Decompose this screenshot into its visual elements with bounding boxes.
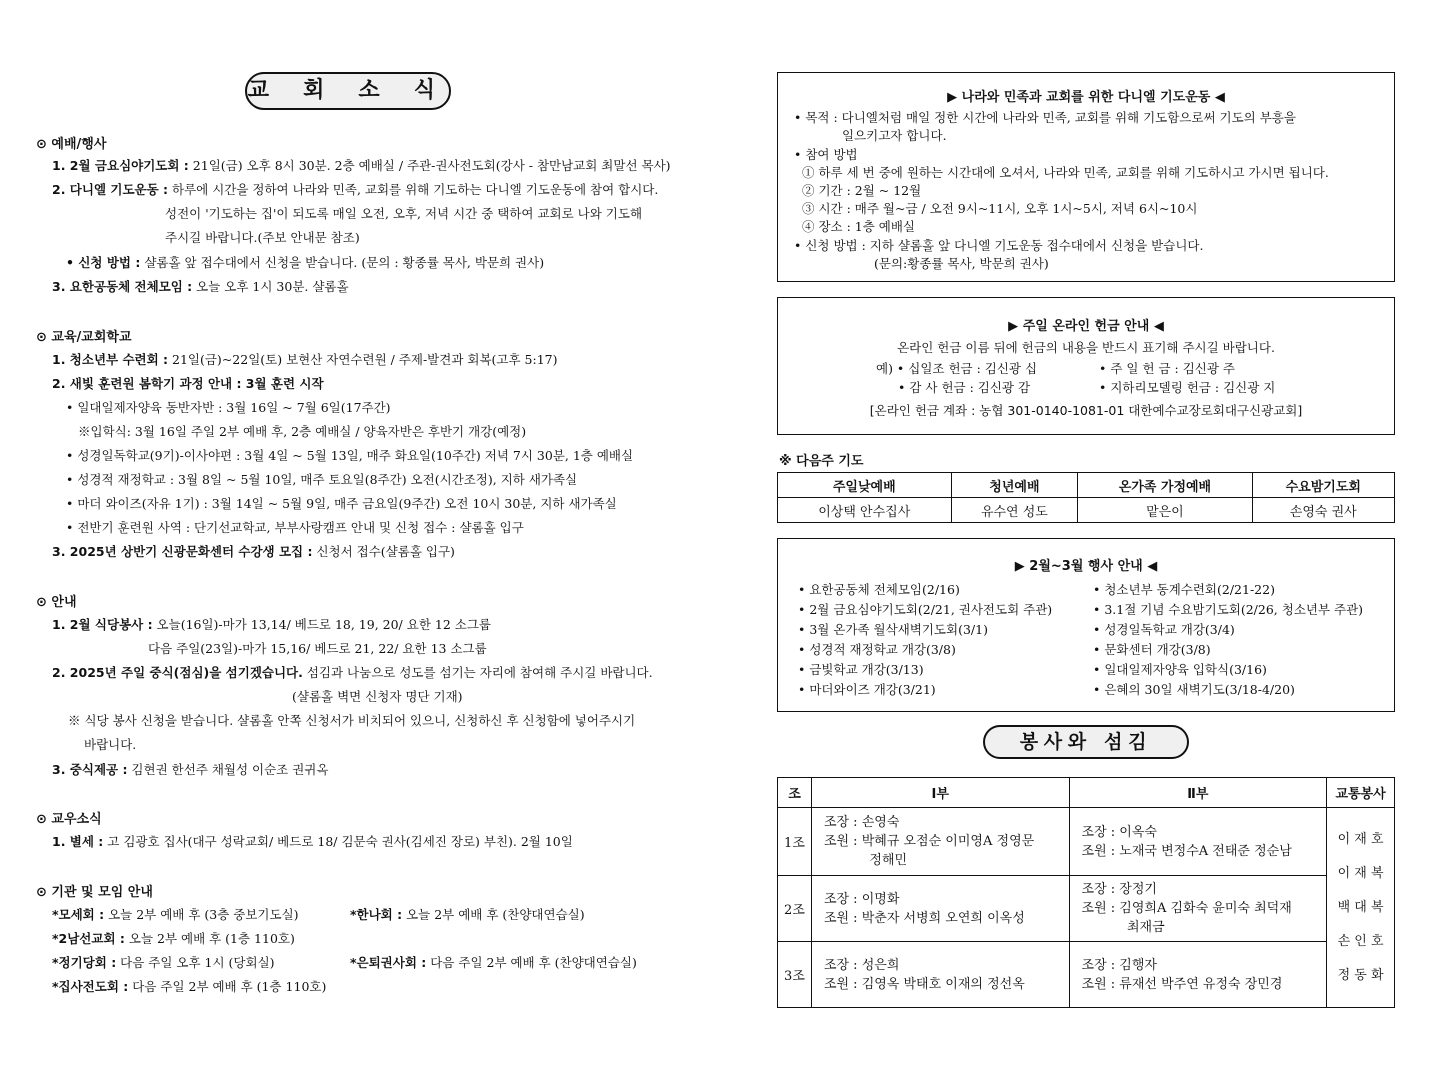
service-group-3: 3조 bbox=[778, 942, 812, 1008]
service-row-2-part2-leader: 조장 : 장정기 bbox=[1081, 882, 1157, 897]
daniel-method-3: ③ 시간 : 매주 월~금 / 오전 9시~11시, 오후 1시~5시, 저녁 6시~10시 bbox=[802, 201, 1198, 216]
group-deacons: *집사전도회 : 다음 주일 2부 예배 후 (1층 110호) bbox=[52, 979, 327, 994]
worship-item-2: 2. 다니엘 기도운동 : 하루에 시간을 정하여 나라와 민족, 교회를 위해 기도하는 다니엘 기도운동에 참여 합시다. bbox=[52, 182, 659, 197]
event-right-6: • 은혜의 30일 새벽기도(3/18-4/20) bbox=[1093, 682, 1295, 697]
service-title: 봉사와 섬김 bbox=[983, 725, 1189, 759]
service-row-1-part2-members: 조원 : 노재국 변정수A 전태준 정순남 bbox=[1081, 843, 1292, 859]
section-education-heading: ⊙ 교육/교회학교 bbox=[36, 330, 132, 345]
education-item-2: 2. 새빛 훈련원 봄학기 과정 안내 : 3월 훈련 시작 bbox=[52, 376, 324, 391]
daniel-box-title: ▶ 나라와 민족과 교회를 위한 다니엘 기도운동 ◀ bbox=[947, 90, 1225, 105]
daniel-method-2: ② 기간 : 2월 ~ 12월 bbox=[802, 183, 922, 198]
next-week-prayer-table bbox=[777, 472, 1395, 523]
online-offering-box bbox=[777, 297, 1395, 435]
service-row-2-part1 bbox=[811, 876, 1069, 942]
prayer-value-sunday: 이상택 안수집사 bbox=[778, 498, 952, 523]
event-right-3: • 성경일독학교 개강(3/4) bbox=[1093, 622, 1235, 637]
education-bullet-1: • 일대일제자양육 동반자반 : 3월 16일 ~ 7월 6일(17주간) bbox=[66, 400, 391, 415]
events-box bbox=[777, 538, 1395, 712]
service-row-1-part1-leader: 조장 : 손영숙 bbox=[823, 815, 900, 830]
event-right-1: • 청소년부 동계수련회(2/21-22) bbox=[1093, 582, 1275, 597]
event-left-1: • 요한공동체 전체모임(2/16) bbox=[798, 582, 960, 597]
guide-item-1: 1. 2월 식당봉사 : 오늘(16일)-마가 13,14/ 베드로 18, 19, 20/ 요한 12 소그룹 bbox=[52, 617, 491, 632]
event-left-6: • 마더와이즈 개강(3/21) bbox=[798, 682, 936, 697]
prayer-header-youth: 청년예배 bbox=[951, 473, 1078, 498]
service-row-3-part2-leader: 조장 : 김행자 bbox=[1081, 957, 1157, 973]
service-row-2-part2-members-cont: 최재금 bbox=[1081, 920, 1165, 935]
guide-note-1: ※ 식당 봉사 신청을 받습니다. 샬롬홀 안쪽 신청서가 비치되어 있으니, 신청하신 후 신청함에 넣어주시기 bbox=[68, 713, 636, 728]
group-2nd-men: *2남선교회 : 오늘 2부 예배 후 (1층 110호) bbox=[52, 931, 295, 946]
service-row-1-part1-members-cont: 정해민 bbox=[823, 853, 908, 868]
guide-item-3: 3. 중식제공 : 김현권 한선주 채월성 이순조 권귀옥 bbox=[52, 762, 329, 777]
event-left-3: • 3월 온가족 월삭새벽기도회(3/1) bbox=[798, 622, 988, 637]
service-row-2 bbox=[778, 876, 1395, 942]
service-row-1-part1 bbox=[811, 808, 1069, 876]
event-right-5: • 일대일제자양육 입학식(3/16) bbox=[1093, 662, 1267, 677]
worship-item-2-cont-2: 주시길 바랍니다.(주보 안내문 참조) bbox=[165, 230, 360, 245]
offering-example-sunday: • 주 일 헌 금 : 김신광 주 bbox=[1099, 361, 1235, 376]
prayer-value-youth: 유수연 성도 bbox=[951, 498, 1078, 523]
service-traffic-cell bbox=[1327, 808, 1395, 1008]
offering-account: [온라인 헌금 계좌 : 농협 301-0140-1081-01 대한예수교장로회대구신광교회] bbox=[869, 403, 1303, 418]
worship-item-3: 3. 요한공동체 전체모임 : 오늘 오후 1시 30분. 샬롬홀 bbox=[52, 279, 349, 294]
service-row-3 bbox=[778, 942, 1395, 1008]
service-row-3-part1 bbox=[811, 942, 1069, 1008]
prayer-header-family: 온가족 가정예배 bbox=[1078, 473, 1252, 498]
service-header-part1: Ⅰ부 bbox=[811, 778, 1069, 808]
education-bullet-5: • 전반기 훈련원 사역 : 단기선교학교, 부부사랑캠프 안내 및 신청 접수 : 샬롬홀 입구 bbox=[66, 520, 524, 535]
education-bullet-1-note: ※입학식: 3월 16일 주일 2부 예배 후, 2층 예배실 / 양육자반은 후반기 개강(예정) bbox=[78, 424, 527, 439]
group-session: *정기당회 : 다음 주일 오후 1시 (당회실) bbox=[52, 955, 275, 970]
daniel-purpose-cont: 일으키고자 합니다. bbox=[842, 128, 947, 143]
service-row-3-part1-leader: 조장 : 성은희 bbox=[823, 957, 900, 973]
daniel-apply-cont: (문의:황종률 목사, 박문희 권사) bbox=[874, 256, 1049, 271]
event-left-4: • 성경적 재정학교 개강(3/8) bbox=[798, 642, 956, 657]
section-guide-heading: ⊙ 안내 bbox=[36, 595, 77, 610]
section-member-news-heading: ⊙ 교우소식 bbox=[36, 812, 102, 827]
prayer-header-sunday: 주일낮예배 bbox=[778, 473, 952, 498]
service-row-3-part2-members: 조원 : 류재선 박주연 유정숙 장민경 bbox=[1081, 976, 1283, 992]
offering-example-remodel: • 지하리모델링 헌금 : 김신광 지 bbox=[1099, 380, 1276, 395]
service-group-2: 2조 bbox=[778, 876, 812, 942]
section-worship-heading: ⊙ 예배/행사 bbox=[36, 137, 107, 152]
offering-instruction: 온라인 헌금 이름 뒤에 헌금의 내용을 반드시 표기해 주시길 바랍니다. bbox=[897, 340, 1275, 355]
daniel-method-heading: • 참여 방법 bbox=[794, 147, 858, 162]
service-row-2-part2-members: 조원 : 김영희A 김화숙 윤미숙 최덕재 bbox=[1081, 901, 1292, 916]
guide-item-2-cont: (샬롬홀 벽면 신청자 명단 기재) bbox=[292, 689, 463, 704]
section-groups-heading: ⊙ 기관 및 모임 안내 bbox=[36, 885, 153, 900]
event-right-2: • 3.1절 기념 수요밤기도회(2/26, 청소년부 주관) bbox=[1093, 602, 1364, 617]
education-item-3: 3. 2025년 상반기 신광문화센터 수강생 모집 : 신청서 접수(샬롬홀 입구) bbox=[52, 544, 455, 559]
traffic-volunteer-2: 이 재 복 bbox=[1337, 865, 1384, 881]
offering-example-tithe: 예) • 십일조 헌금 : 김신광 십 bbox=[876, 361, 1038, 376]
event-right-4: • 문화센터 개강(3/8) bbox=[1093, 642, 1211, 657]
worship-item-2-apply: • 신청 방법 : 샬롬홀 앞 접수대에서 신청을 받습니다. (문의 : 황종률 목사, 박문희 권사) bbox=[66, 255, 545, 270]
prayer-value-family: 맡은이 bbox=[1078, 498, 1252, 523]
education-item-1: 1. 청소년부 수련회 : 21일(금)~22일(토) 보현산 자연수련원 / 주제-발견과 회복(고후 5:17) bbox=[52, 352, 558, 367]
member-news-item-1: 1. 별세 : 고 김광호 집사(대구 성락교회/ 베드로 18/ 김문숙 권사(김세진 장로) 부친). 2월 10일 bbox=[52, 834, 573, 849]
daniel-purpose: • 목적 : 다니엘처럼 매일 정한 시간에 나라와 민족, 교회를 위해 기도함으로써 기도의 부흥을 bbox=[794, 110, 1296, 125]
education-bullet-2: • 성경일독학교(9기)-이사야편 : 3월 4일 ~ 5월 13일, 매주 화요일(10주간) 저녁 7시 30분, 1층 예배실 bbox=[66, 448, 634, 463]
church-news-title: 교 회 소 식 bbox=[245, 72, 451, 110]
service-row-2-part1-leader: 조장 : 이명화 bbox=[823, 891, 900, 907]
prayer-value-wednesday: 손영숙 권사 bbox=[1252, 498, 1394, 523]
prayer-header-wednesday: 수요밤기도회 bbox=[1252, 473, 1394, 498]
traffic-volunteer-1: 이 재 호 bbox=[1337, 831, 1384, 847]
guide-item-1-cont: 다음 주일(23일)-마가 15,16/ 베드로 21, 22/ 요한 13 소그룹 bbox=[148, 641, 487, 656]
service-table bbox=[777, 777, 1395, 1008]
service-header-part2: Ⅱ부 bbox=[1069, 778, 1327, 808]
daniel-method-4: ④ 장소 : 1층 예배실 bbox=[802, 219, 916, 234]
event-left-5: • 금빛학교 개강(3/13) bbox=[798, 662, 924, 677]
service-row-3-part1-members: 조원 : 김영옥 박태호 이재의 정선옥 bbox=[823, 976, 1025, 992]
education-bullet-3: • 성경적 재정학교 : 3월 8일 ~ 5월 10일, 매주 토요일(8주간) 오전(시간조정), 지하 새가족실 bbox=[66, 472, 578, 487]
offering-example-thanks: • 감 사 헌금 : 김신광 감 bbox=[898, 380, 1031, 395]
offering-box-title: ▶ 주일 온라인 헌금 안내 ◀ bbox=[1008, 319, 1164, 334]
service-group-1: 1조 bbox=[778, 808, 812, 876]
daniel-apply: • 신청 방법 : 지하 샬롬홀 앞 다니엘 기도운동 접수대에서 신청을 받습니다. bbox=[794, 238, 1204, 253]
service-row-1-part2-leader: 조장 : 이옥숙 bbox=[1081, 824, 1157, 840]
events-box-title: ▶ 2월~3월 행사 안내 ◀ bbox=[1014, 559, 1158, 574]
group-hannah: *한나회 : 오늘 2부 예배 후 (찬양대연습실) bbox=[350, 907, 585, 922]
guide-note-2: 바랍니다. bbox=[84, 737, 137, 752]
service-row-2-part2 bbox=[1069, 876, 1327, 942]
traffic-volunteer-3: 백 대 복 bbox=[1337, 899, 1384, 915]
service-row-3-part2 bbox=[1069, 942, 1327, 1008]
next-week-prayer-heading: ※ 다음주 기도 bbox=[779, 454, 864, 469]
education-bullet-4: • 마더 와이즈(자유 1기) : 3월 14일 ~ 5월 9일, 매주 금요일(9주간) 오전 10시 30분, 지하 새가족실 bbox=[66, 496, 617, 511]
traffic-volunteer-5: 정 동 화 bbox=[1337, 967, 1384, 983]
group-retired: *은퇴권사회 : 다음 주일 2부 예배 후 (찬양대연습실) bbox=[350, 955, 637, 970]
service-row-1-part2 bbox=[1069, 808, 1327, 876]
group-moses: *모세회 : 오늘 2부 예배 후 (3층 중보기도실) bbox=[52, 907, 299, 922]
daniel-method-1: ① 하루 세 번 중에 원하는 시간대에 오셔서, 나라와 민족, 교회를 위해 기도하시고 가시면 됩니다. bbox=[802, 165, 1329, 180]
service-header-traffic: 교통봉사 bbox=[1327, 778, 1395, 808]
service-row-1-part1-members: 조원 : 박혜규 오점순 이미영A 정영문 bbox=[823, 834, 1035, 849]
event-left-2: • 2월 금요심야기도회(2/21, 권사전도회 주관) bbox=[798, 602, 1053, 617]
service-header-group: 조 bbox=[778, 778, 812, 808]
guide-item-2: 2. 2025년 주일 중식(점심)을 섬기겠습니다. 섬김과 나눔으로 성도를 섬기는 자리에 참여해 주시길 바랍니다. bbox=[52, 665, 653, 680]
worship-item-2-cont-1: 성전이 '기도하는 집'이 되도록 매일 오전, 오후, 저녁 시간 중 택하여 교회로 나와 기도해 bbox=[165, 206, 643, 221]
service-row-2-part1-members: 조원 : 박춘자 서병희 오연희 이옥성 bbox=[823, 910, 1025, 926]
traffic-volunteer-4: 손 인 호 bbox=[1337, 933, 1384, 949]
worship-item-1: 1. 2월 금요심야기도회 : 21일(금) 오후 8시 30분. 2층 예배실 / 주관-권사전도회(강사 - 참만남교회 최말선 목사) bbox=[52, 158, 671, 173]
daniel-prayer-box bbox=[777, 72, 1395, 282]
service-row-1 bbox=[778, 808, 1395, 876]
